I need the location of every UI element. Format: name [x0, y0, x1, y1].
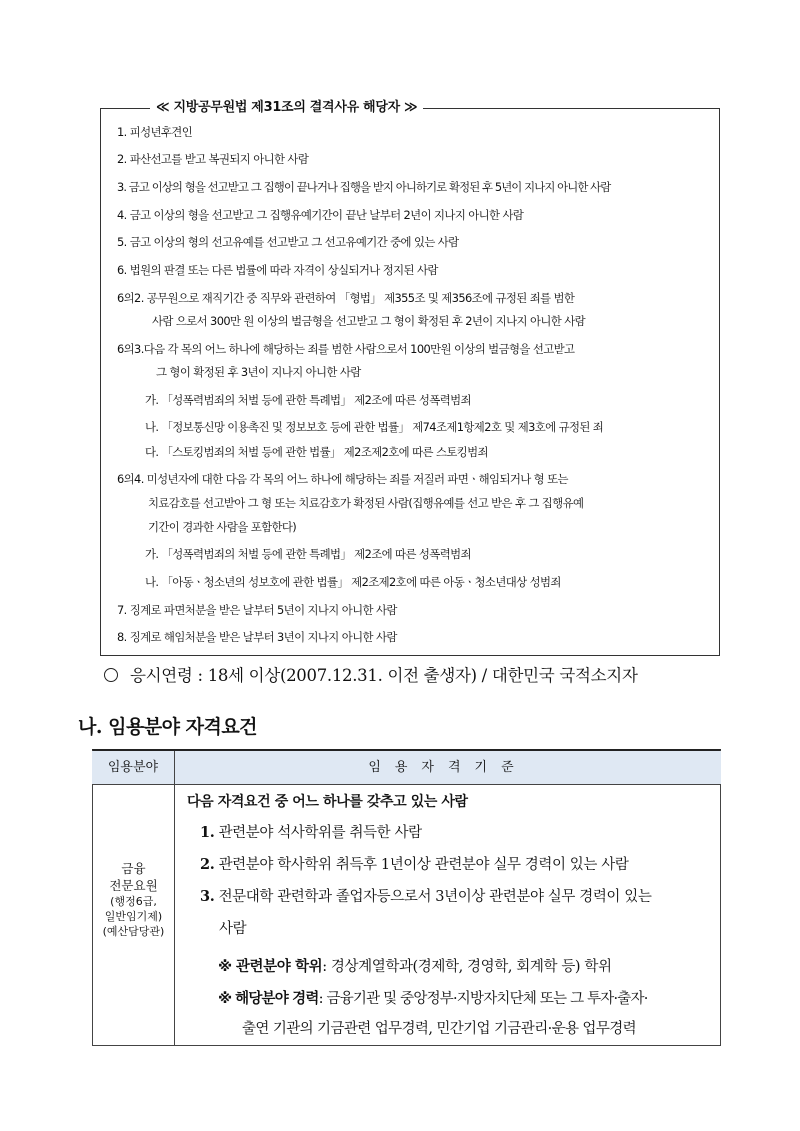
- field-line: 일반임기제): [104, 910, 163, 923]
- list-item-continuation: 치료감호를 선고받아 그 형 또는 치료감호가 확정된 사람(집행유예를 선고 받은 후 그 집행유예: [148, 496, 584, 510]
- list-item: 6. 법원의 판결 또는 다른 법률에 따라 자격이 상실되거나 정지된 사람: [117, 263, 438, 277]
- requirement-number: 1.: [200, 824, 215, 841]
- note-related-experience: [218, 989, 648, 1009]
- sub-item: 나. 「정보통신망 이용촉진 및 정보보호 등에 관한 법률」 제74조제1항제2호 및 제3호에 규정된 죄: [145, 420, 604, 434]
- requirement-text: 관련분야 석사학위를 취득한 사람: [218, 825, 422, 841]
- note-mark-icon: ※: [218, 959, 232, 975]
- list-item: 4. 금고 이상의 형을 선고받고 그 집행유예기간이 끝난 날부터 2년이 지나지 아니한 사람: [117, 208, 524, 222]
- list-item-continuation: 그 형이 확정된 후 3년이 지나지 아니한 사람: [156, 365, 361, 379]
- list-item: 3. 금고 이상의 형을 선고받고 그 집행이 끝나거나 집행을 받지 아니하기로 확정된 후 5년이 지나지 아니한 사람: [117, 180, 611, 194]
- field-line: 금융: [121, 861, 146, 876]
- list-item: 6의3.다음 각 목의 어느 하나에 해당하는 죄를 범한 사람으로서 100만원 이상의 벌금형을 선고받고: [117, 342, 575, 356]
- requirement-text: 관련분야 학사학위 취득후 1년이상 관련분야 실무 경력이 있는 사람: [218, 857, 629, 873]
- requirement-number: 2.: [200, 856, 215, 873]
- list-item: 6의4. 미성년자에 대한 다음 각 목의 어느 하나에 해당하는 죄를 저질러 파면ㆍ해임되거나 형 또는: [117, 472, 568, 486]
- header-field: 임용분야: [92, 751, 175, 784]
- note-related-degree: [218, 957, 612, 977]
- note-text: : 금융기관 및 중앙정부·지방자치단체 또는 그 투자·출자·: [318, 991, 648, 1007]
- note-label: 관련분야 학위: [235, 959, 323, 975]
- sub-item: 나. 「아동ㆍ청소년의 성보호에 관한 법률」 제2조제2호에 따른 아동ㆍ청소년대상 성범죄: [145, 575, 561, 589]
- sub-item: 가. 「성폭력범죄의 처벌 등에 관한 특례법」 제2조에 따른 성폭력범죄: [145, 393, 471, 407]
- list-item: 1. 피성년후견인: [117, 125, 193, 139]
- field-line: (행정6급,: [110, 895, 157, 908]
- header-criteria: 임용자격기준: [368, 760, 528, 775]
- field-cell: [92, 860, 175, 939]
- list-item: 5. 금고 이상의 형의 선고유예를 선고받고 그 선고유예기간 중에 있는 사람: [117, 235, 459, 249]
- list-item: 6의2. 공무원으로 재직기간 중 직무와 관련하여 「형법」 제355조 및 제356조에 규정된 죄를 범한: [117, 291, 575, 305]
- field-line: (예산담당관): [102, 925, 165, 938]
- section-heading: 나. 임용분야 자격요건: [78, 716, 258, 738]
- requirement-text: 전문대학 관련학과 졸업자등으로서 3년이상 관련분야 실무 경력이 있는: [218, 889, 652, 905]
- requirement-3: [200, 887, 651, 907]
- field-line: 전문요원: [109, 878, 158, 893]
- note-mark-icon: ※: [218, 991, 232, 1007]
- age-requirement: [104, 665, 638, 687]
- sub-item: 가. 「성폭력범죄의 처벌 등에 관한 특례법」 제2조에 따른 성폭력범죄: [145, 547, 471, 561]
- requirement-3-continuation: 사람: [219, 921, 247, 937]
- table-header-row: [92, 751, 721, 785]
- list-item-continuation: 사람 으로서 300만 원 이상의 벌금형을 선고받고 그 형이 확정된 후 2년이 지나지 아니한 사람: [152, 314, 585, 328]
- list-item: 2. 파산선고를 받고 복권되지 아니한 사람: [117, 152, 309, 166]
- requirement-number: 3.: [200, 888, 215, 905]
- sub-item: 다. 「스토킹범죄의 처벌 등에 관한 법률」 제2조제2호에 따른 스토킹범죄: [145, 445, 488, 459]
- list-item: 8. 징계로 해임처분을 받은 날부터 3년이 지나지 아니한 사람: [117, 630, 397, 644]
- note-related-experience-continuation: 출연 기관의 기금관련 업무경력, 민간기업 기금관리·운용 업무경력: [242, 1021, 637, 1037]
- age-requirement-text: 응시연령 : 18세 이상(2007.12.31. 이전 출생자) / 대한민국 국적소지자: [130, 666, 638, 685]
- criteria-intro: 다음 자격요건 중 어느 하나를 갖추고 있는 사람: [187, 794, 468, 810]
- list-item: 7. 징계로 파면처분을 받은 날부터 5년이 지나지 아니한 사람: [117, 603, 397, 617]
- note-label: 해당분야 경력: [235, 991, 319, 1007]
- requirement-1: [200, 823, 422, 843]
- requirement-2: [200, 855, 628, 875]
- circle-bullet-icon: [104, 668, 118, 682]
- note-text: : 경상계열학과(경제학, 경영학, 회계학 등) 학위: [322, 959, 612, 975]
- list-item-continuation: 기간이 경과한 사람을 포함한다): [148, 520, 297, 534]
- disqualification-title: ≪ 지방공무원법 제31조의 결격사유 해당자 ≫: [150, 99, 423, 117]
